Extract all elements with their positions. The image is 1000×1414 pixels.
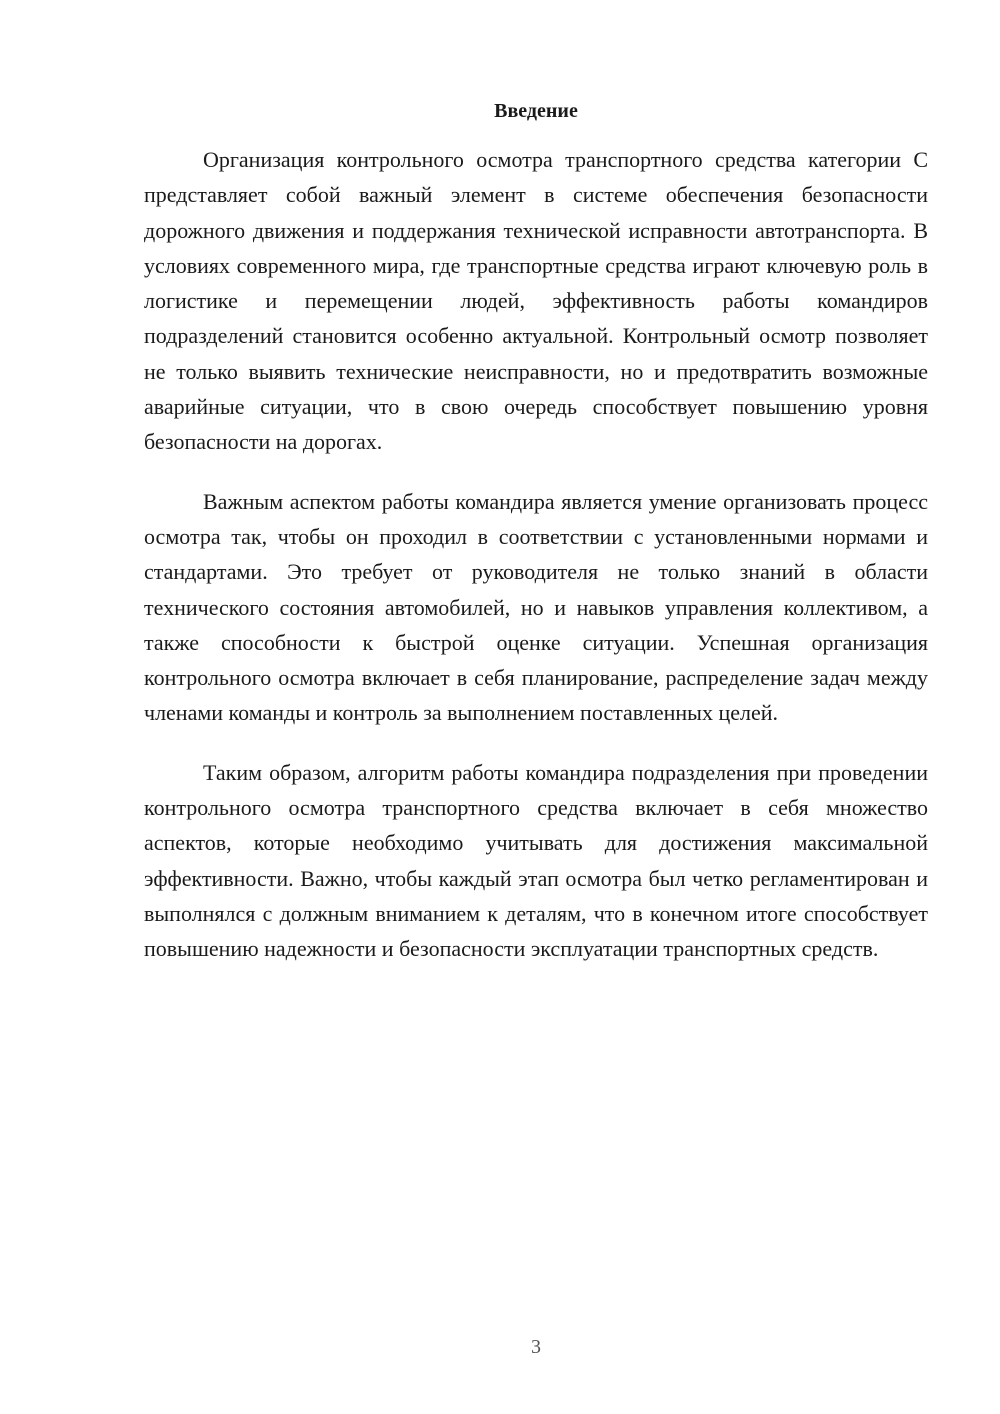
document-body [144, 142, 928, 991]
paragraph: Важным аспектом работы командира является умение организовать процесс осмотра так, чтобы он проходил в соответствии с установленными нормами и стандартами. Это требует от руководителя не только знаний в области технического состояния автомобилей, но и навыков управления коллективом, а также способности к быстрой оценке ситуации. Успешная организация контрольного осмотра включает в себя планирование, распределение задач между членами команды и контроль за выполнением поставленных целей. [144, 488, 928, 726]
paragraph: Организация контрольного осмотра транспортного средства категории С представляет собой важный элемент в системе обеспечения безопасности дорожного движения и поддержания технической исправности автотранспорта. В условиях современного мира, где транспортные средства играют ключевую роль в логистике и перемещении людей, эффективность работы командиров подразделений становится особенно актуальной. Контрольный осмотр позволяет не только выявить технические неисправности, но и предотвратить возможные аварийные ситуации, что в свою очередь способствует повышению уровня безопасности на дорогах. [144, 147, 928, 455]
paragraph: Таким образом, алгоритм работы командира подразделения при проведении контрольного осмотра транспортного средства включает в себя множество аспектов, которые необходимо учитывать для достижения максимальной эффективности. Важно, чтобы каждый этап осмотра был четко регламентирован и выполнялся с должным вниманием к деталям, что в конечном итоге способствует повышению надежности и безопасности эксплуатации транспортных средств. [144, 759, 928, 962]
page-number: 3 [531, 1336, 541, 1358]
page-title: Введение [494, 100, 578, 122]
